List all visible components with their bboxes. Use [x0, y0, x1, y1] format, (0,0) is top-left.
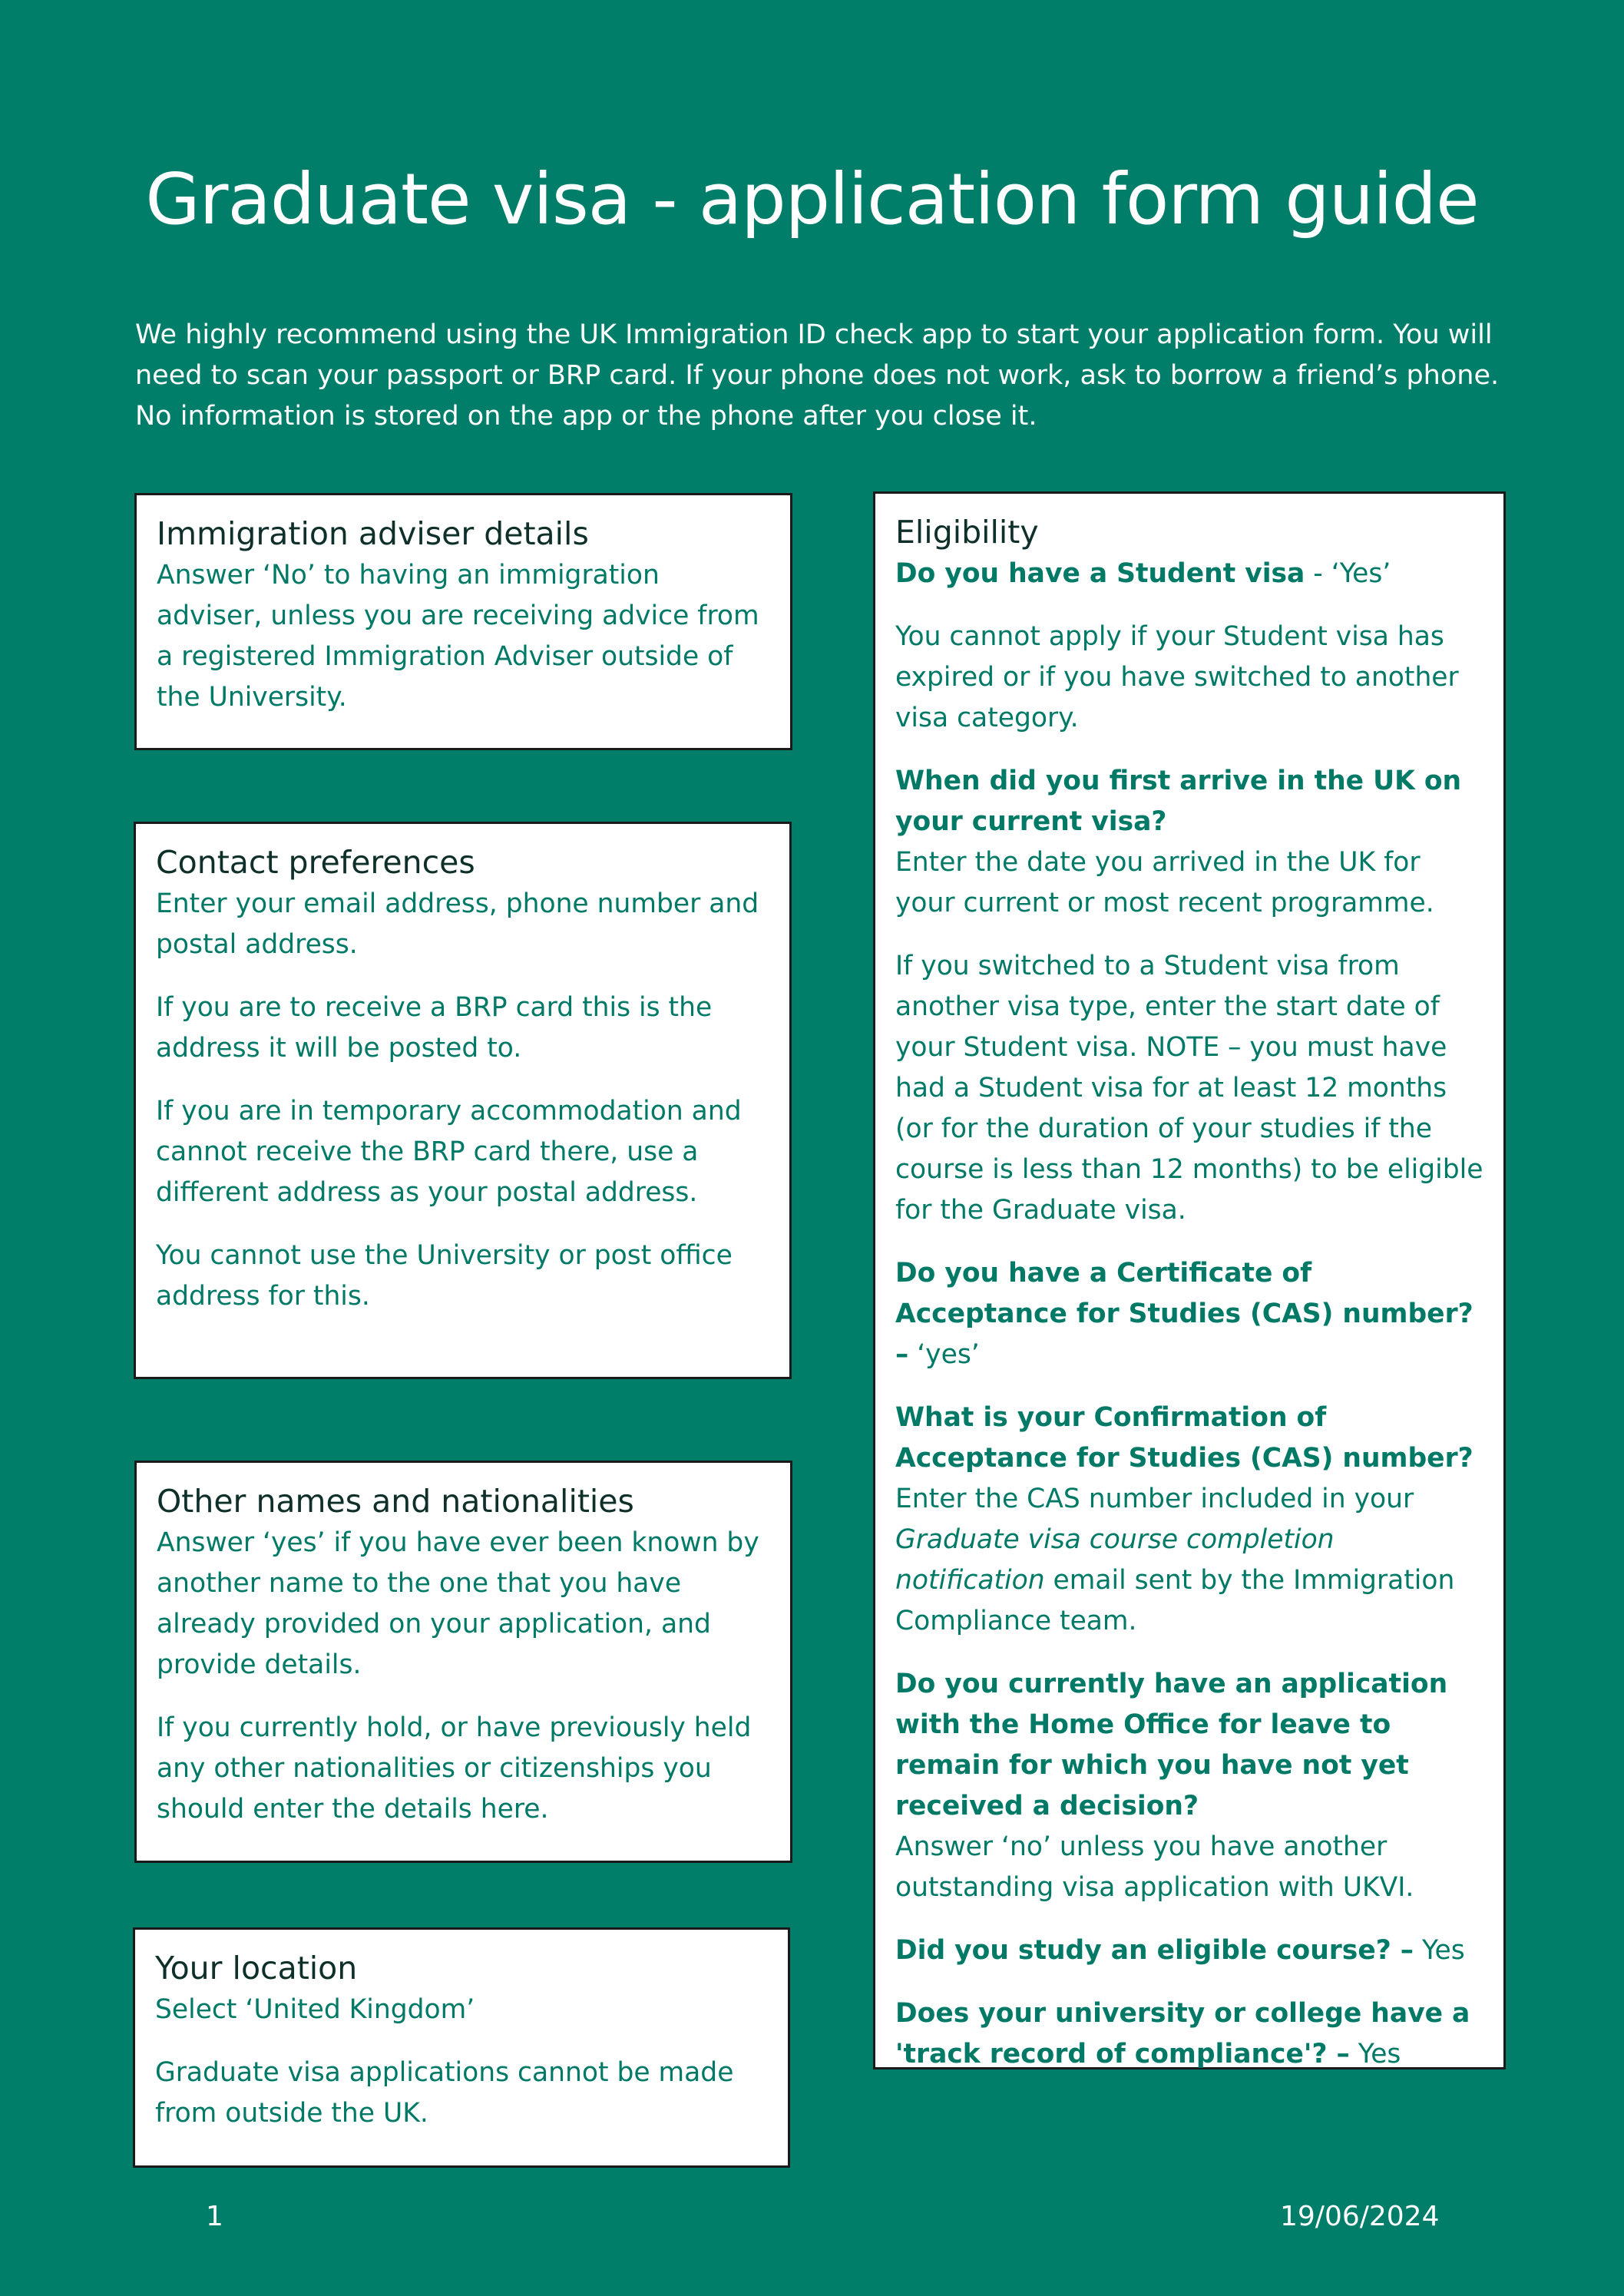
eligibility-q4-answer-italic: Graduate visa course completion notification: [895, 1524, 1335, 1596]
eligibility-q7-answer: Yes: [1349, 2039, 1401, 2069]
eligibility-q4-answer-pre: Enter the CAS number included in your: [895, 1484, 1414, 1514]
contact-preferences-text-4: You cannot use the University or post office address for this.: [156, 1240, 733, 1312]
immigration-adviser-text: Answer ‘No’ to having an immigration adviser, unless you are receiving advice from a registered Immigration Adviser outside of the University.: [157, 560, 759, 713]
eligibility-q6-question: Did you study an eligible course? –: [895, 1935, 1414, 1966]
immigration-adviser-box: [134, 493, 792, 750]
other-names-heading: Other names and nationalities: [157, 1483, 634, 1520]
eligibility-q4-answer-post: email sent by the Immigration Compliance team.: [895, 1565, 1455, 1636]
contact-preferences-heading: Contact preferences: [156, 844, 475, 881]
eligibility-box: [873, 491, 1506, 2069]
eligibility-q5-question: Do you currently have an application with the Home Office for leave to remain for which you have not yet received a decision?: [895, 1669, 1448, 1821]
eligibility-q7-question: Does your university or college have a 'track record of compliance'? –: [895, 1998, 1470, 2069]
location-heading: Your location: [155, 1950, 358, 1987]
eligibility-q5-answer: Answer ‘no’ unless you have another outstanding visa application with UKVI.: [895, 1831, 1414, 1903]
page-number: 1: [206, 2201, 223, 2232]
eligibility-q5: [895, 1664, 1483, 1908]
other-names-text-1: Answer ‘yes’ if you have ever been known by another name to the one that you have already provided on your application, and provide details.: [157, 1527, 759, 1680]
footer-date: 19/06/2024: [1280, 2201, 1440, 2232]
eligibility-q3-question: Do you have a Certificate of Acceptance for Studies (CAS) number? –: [895, 1258, 1474, 1370]
contact-preferences-box: [134, 822, 792, 1379]
eligibility-q3-answer: ‘yes’: [908, 1339, 980, 1370]
eligibility-q7: [895, 1993, 1483, 2075]
eligibility-q1-answer: - ‘Yes’: [1305, 558, 1391, 589]
eligibility-q2-answer: Enter the date you arrived in the UK for your current or most recent programme.: [895, 847, 1434, 918]
eligibility-q6-answer: Yes: [1414, 1935, 1465, 1966]
eligibility-q2-question: When did you first arrive in the UK on your current visa?: [895, 766, 1462, 837]
immigration-adviser-heading: Immigration adviser details: [157, 515, 589, 552]
eligibility-heading: Eligibility: [895, 514, 1039, 551]
eligibility-q6: [895, 1930, 1483, 1971]
eligibility-q4: [895, 1398, 1483, 1642]
contact-preferences-text-3: If you are in temporary accommodation and cannot receive the BRP card there, use a different address as your postal address.: [156, 1096, 742, 1208]
eligibility-text-1: You cannot apply if your Student visa has expired or if you have switched to another visa category.: [895, 621, 1459, 733]
eligibility-q1-question: Do you have a Student visa: [895, 558, 1305, 589]
other-names-box: [134, 1461, 792, 1863]
other-names-text-2: If you currently hold, or have previously held any other nationalities or citizenships you should enter the details here.: [157, 1712, 752, 1825]
page-title: Graduate visa - application form guide: [145, 158, 1479, 240]
eligibility-q4-question: What is your Confirmation of Acceptance for Studies (CAS) number?: [895, 1402, 1474, 1474]
eligibility-q1: [895, 554, 1483, 594]
location-box: [133, 1927, 790, 2168]
contact-preferences-text-2: If you are to receive a BRP card this is the address it will be posted to.: [156, 992, 713, 1064]
location-text-1: Select ‘United Kingdom’: [155, 1994, 475, 2025]
eligibility-text-2: If you switched to a Student visa from another visa type, enter the start date of your Student visa. NOTE – you must have had a Student visa for at least 12 months (or for the duration of your studies if the course is less than 12 months) to be eligible for the Graduate visa.: [895, 951, 1483, 1226]
intro-paragraph: We highly recommend using the UK Immigration ID check app to start your application form. You will need to scan your passport or BRP card. If your phone does not work, ask to borrow a friend’s phone. No information is stored on the app or the phone after you close it.: [135, 319, 1500, 432]
location-text-2: Graduate visa applications cannot be made from outside the UK.: [155, 2057, 734, 2129]
eligibility-q3: [895, 1253, 1483, 1375]
eligibility-q2: [895, 761, 1483, 924]
contact-preferences-text-1: Enter your email address, phone number and postal address.: [156, 888, 759, 960]
